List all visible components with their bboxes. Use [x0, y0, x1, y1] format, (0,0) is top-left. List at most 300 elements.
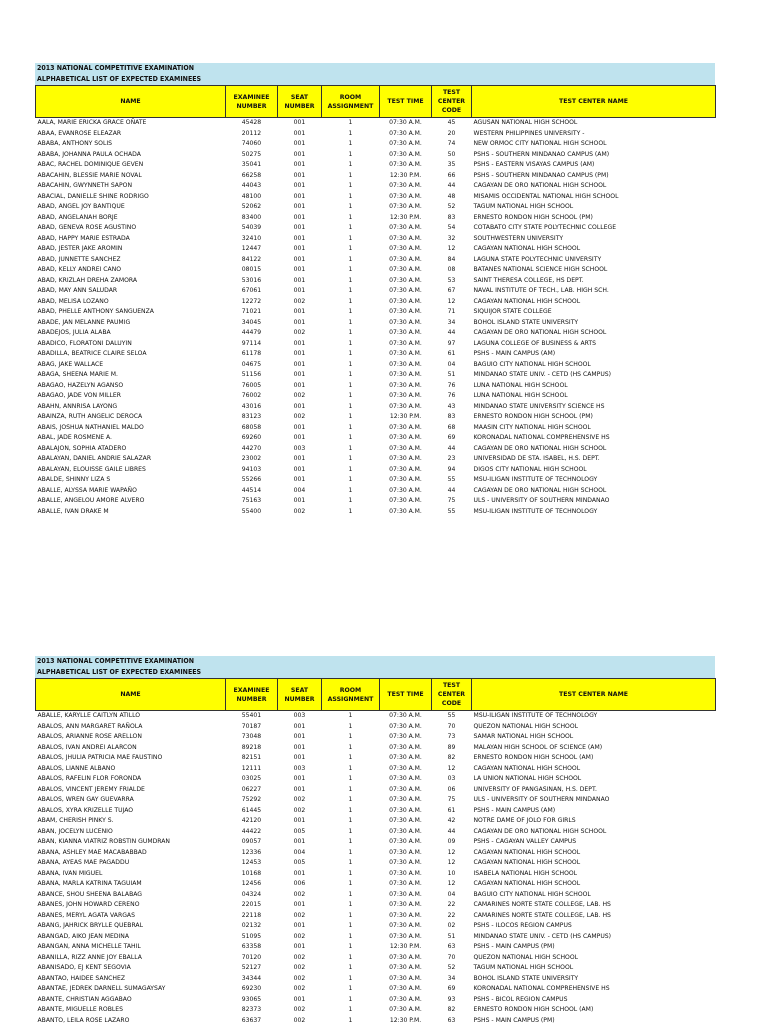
seat-number: 001	[278, 244, 322, 255]
examinee-name: ABAHN, ANNRISA LAYONG	[36, 402, 226, 413]
table-row	[36, 454, 716, 465]
examinee-name: ABALLE, ALYSSA MARIE WAPAÑO	[36, 486, 226, 497]
test-center-name: ULS - UNIVERSITY OF SOUTHERN MINDANAO	[472, 496, 716, 507]
test-center-name: PSHS - SOUTHERN MINDANAO CAMPUS (AM)	[472, 150, 716, 161]
test-center-code: 53	[432, 276, 472, 287]
test-center-name: NAVAL INSTITUTE OF TECH., LAB. HIGH SCH.	[472, 286, 716, 297]
room-assignment: 1	[322, 984, 380, 995]
test-time: 07:30 A.M.	[380, 953, 432, 964]
examinee-name: ABAGA, SHEENA MARIE M.	[36, 370, 226, 381]
examinee-name: ABADEJOS, JULIA ALABA	[36, 328, 226, 339]
test-center-name: ERNESTO RONDON HIGH SCHOOL (AM)	[472, 1005, 716, 1016]
test-center-name: ULS - UNIVERSITY OF SOUTHERN MINDANAO	[472, 795, 716, 806]
examinee-number: 48100	[226, 192, 278, 203]
seat-number: 002	[278, 328, 322, 339]
test-center-name: DIGOS CITY NATIONAL HIGH SCHOOL	[472, 465, 716, 476]
examinee-number: 69230	[226, 984, 278, 995]
table-row	[36, 234, 716, 245]
test-time: 07:30 A.M.	[380, 360, 432, 371]
table-row	[36, 984, 716, 995]
room-assignment: 1	[322, 381, 380, 392]
test-center-name: QUEZON NATIONAL HIGH SCHOOL	[472, 722, 716, 733]
examinee-number: 76005	[226, 381, 278, 392]
test-center-code: 55	[432, 507, 472, 518]
test-time: 07:30 A.M.	[380, 139, 432, 150]
test-center-name: SAINT THERESA COLLEGE, HS DEPT.	[472, 276, 716, 287]
examinee-number: 43016	[226, 402, 278, 413]
test-center-name: MAASIN CITY NATIONAL HIGH SCHOOL	[472, 423, 716, 434]
test-time: 07:30 A.M.	[380, 202, 432, 213]
examinee-number: 53016	[226, 276, 278, 287]
room-assignment: 1	[322, 391, 380, 402]
seat-number: 001	[278, 139, 322, 150]
room-assignment: 1	[322, 244, 380, 255]
test-center-code: 63	[432, 942, 472, 953]
test-center-code: 23	[432, 454, 472, 465]
examinee-name: ABADICO, FLORATONI DALUYIN	[36, 339, 226, 350]
examinee-name: ABALDE, SHINNY LIZA S	[36, 475, 226, 486]
seat-number: 001	[278, 223, 322, 234]
test-center-name: CAMARINES NORTE STATE COLLEGE, LAB. HS	[472, 911, 716, 922]
room-assignment: 1	[322, 423, 380, 434]
room-assignment: 1	[322, 806, 380, 817]
test-center-name: WESTERN PHILIPPINES UNIVERSITY -	[472, 129, 716, 140]
test-time: 07:30 A.M.	[380, 921, 432, 932]
test-center-name: LA UNION NATIONAL HIGH SCHOOL	[472, 774, 716, 785]
room-assignment: 1	[322, 932, 380, 943]
test-center-code: 03	[432, 774, 472, 785]
test-center-code: 12	[432, 879, 472, 890]
test-center-name: MSU-ILIGAN INSTITUTE OF TECHNOLOGY	[472, 507, 716, 518]
examinee-number: 52127	[226, 963, 278, 974]
test-time: 07:30 A.M.	[380, 743, 432, 754]
table-row	[36, 223, 716, 234]
examinee-number: 42120	[226, 816, 278, 827]
examinee-name: ABANILLA, RIZZ ANNE JOY EBALLA	[36, 953, 226, 964]
test-center-name: PSHS - SOUTHERN MINDANAO CAMPUS (PM)	[472, 171, 716, 182]
test-center-name: LUNA NATIONAL HIGH SCHOOL	[472, 391, 716, 402]
room-assignment: 1	[322, 370, 380, 381]
examinee-number: 83400	[226, 213, 278, 224]
test-time: 07:30 A.M.	[380, 1005, 432, 1016]
examinee-name: ABAD, JUNNETTE SANCHEZ	[36, 255, 226, 266]
test-center-name: CAMARINES NORTE STATE COLLEGE, LAB. HS	[472, 900, 716, 911]
table-row	[36, 297, 716, 308]
test-time: 07:30 A.M.	[380, 486, 432, 497]
test-time: 07:30 A.M.	[380, 785, 432, 796]
test-center-name: PSHS - MAIN CAMPUS (AM)	[472, 349, 716, 360]
examinee-name: ABANGAN, ANNA MICHELLE TAHIL	[36, 942, 226, 953]
seat-number: 001	[278, 753, 322, 764]
examinee-name: ABANG, JAHRICK BRYLLE QUEBRAL	[36, 921, 226, 932]
examinee-number: 61178	[226, 349, 278, 360]
test-center-name: MSU-ILIGAN INSTITUTE OF TECHNOLOGY	[472, 475, 716, 486]
examinee-number: 10168	[226, 869, 278, 880]
table-row	[36, 995, 716, 1006]
room-assignment: 1	[322, 879, 380, 890]
test-center-code: 45	[432, 118, 472, 129]
table-row	[36, 391, 716, 402]
examinee-name: ABANGAD, AIKO JEAN MEDINA	[36, 932, 226, 943]
test-center-code: 55	[432, 475, 472, 486]
room-assignment: 1	[322, 475, 380, 486]
room-assignment: 1	[322, 900, 380, 911]
table-row	[36, 753, 716, 764]
examinee-name: ABANTE, MIGUELLE ROBLES	[36, 1005, 226, 1016]
examinee-name: ABAGAO, HAZELYN AGANSO	[36, 381, 226, 392]
test-center-name: CAGAYAN DE ORO NATIONAL HIGH SCHOOL	[472, 444, 716, 455]
seat-number: 002	[278, 297, 322, 308]
room-assignment: 1	[322, 360, 380, 371]
examinee-name: ABAL, JADE ROSMENE A.	[36, 433, 226, 444]
test-center-code: 50	[432, 150, 472, 161]
seat-number: 001	[278, 318, 322, 329]
table-row	[36, 286, 716, 297]
test-center-name: PSHS - CAGAYAN VALLEY CAMPUS	[472, 837, 716, 848]
seat-number: 001	[278, 118, 322, 129]
test-time: 07:30 A.M.	[380, 423, 432, 434]
test-center-name: CAGAYAN DE ORO NATIONAL HIGH SCHOOL	[472, 486, 716, 497]
test-time: 07:30 A.M.	[380, 150, 432, 161]
test-center-code: 73	[432, 732, 472, 743]
table-row	[36, 921, 716, 932]
table-row	[36, 911, 716, 922]
examinee-number: 04675	[226, 360, 278, 371]
test-time-header: TEST TIME	[380, 679, 432, 711]
test-center-name: TAGUM NATIONAL HIGH SCHOOL	[472, 202, 716, 213]
table-row	[36, 475, 716, 486]
examinee-name: ABAD, HAPPY MARIE ESTRADA	[36, 234, 226, 245]
examinee-number: 51156	[226, 370, 278, 381]
examinee-number: 71021	[226, 307, 278, 318]
test-time: 07:30 A.M.	[380, 454, 432, 465]
test-center-code: 83	[432, 213, 472, 224]
examinee-name: ABANTAE, JEDREK DARNELL SUMAGAYSAY	[36, 984, 226, 995]
table-row	[36, 848, 716, 859]
test-time: 07:30 A.M.	[380, 118, 432, 129]
test-center-code-header: TEST CENTER CODE	[432, 86, 472, 118]
table-row	[36, 900, 716, 911]
seat-number: 002	[278, 795, 322, 806]
examinee-number: 83123	[226, 412, 278, 423]
test-center-code: 70	[432, 722, 472, 733]
test-center-code: 52	[432, 202, 472, 213]
examinee-number: 51095	[226, 932, 278, 943]
table-row	[36, 118, 716, 129]
table-row	[36, 837, 716, 848]
list-subtitle: ALPHABETICAL LIST OF EXPECTED EXAMINEES	[37, 74, 715, 85]
table-row	[36, 816, 716, 827]
examinee-name: ABANA, ASHLEY MAE MACABABBAD	[36, 848, 226, 859]
room-assignment: 1	[322, 942, 380, 953]
table-row	[36, 244, 716, 255]
examinee-name: ABAM, CHERISH PINKY S.	[36, 816, 226, 827]
test-time: 12:30 P.M.	[380, 171, 432, 182]
test-center-code: 42	[432, 816, 472, 827]
test-center-name: UNIVERSIDAD DE STA. ISABEL, H.S. DEPT.	[472, 454, 716, 465]
seat-number: 001	[278, 339, 322, 350]
examinee-list-sheet-1	[35, 63, 715, 517]
test-center-code: 12	[432, 858, 472, 869]
table-row	[36, 349, 716, 360]
examinee-name: ABANTO, LEILA ROSE LAZARO	[36, 1016, 226, 1026]
examinee-name: ABAD, KELLY ANDREI CANO	[36, 265, 226, 276]
test-center-code: 54	[432, 223, 472, 234]
test-center-name: KORONADAL NATIONAL COMPREHENSIVE HS	[472, 433, 716, 444]
examinee-number: 55401	[226, 711, 278, 722]
examinee-name: ABADILLA, BEATRICE CLAIRE SELOA	[36, 349, 226, 360]
test-center-code: 44	[432, 444, 472, 455]
test-time: 07:30 A.M.	[380, 507, 432, 518]
test-center-code: 67	[432, 286, 472, 297]
seat-number: 001	[278, 129, 322, 140]
test-time: 07:30 A.M.	[380, 391, 432, 402]
room-assignment: 1	[322, 213, 380, 224]
examinee-number: 12336	[226, 848, 278, 859]
examinee-number: 12272	[226, 297, 278, 308]
test-center-code: 51	[432, 370, 472, 381]
test-center-code: 44	[432, 827, 472, 838]
test-center-name: CAGAYAN NATIONAL HIGH SCHOOL	[472, 858, 716, 869]
table-row	[36, 202, 716, 213]
seat-number: 002	[278, 911, 322, 922]
examinee-number: 76002	[226, 391, 278, 402]
test-center-code: 32	[432, 234, 472, 245]
test-center-name: PSHS - MAIN CAMPUS (PM)	[472, 942, 716, 953]
seat-number: 001	[278, 181, 322, 192]
test-time: 07:30 A.M.	[380, 234, 432, 245]
room-assignment: 1	[322, 160, 380, 171]
room-assignment: 1	[322, 234, 380, 245]
table-row	[36, 890, 716, 901]
name-header: NAME	[36, 679, 226, 711]
test-center-name-header: TEST CENTER NAME	[472, 679, 716, 711]
test-center-name: CAGAYAN DE ORO NATIONAL HIGH SCHOOL	[472, 328, 716, 339]
test-time: 07:30 A.M.	[380, 869, 432, 880]
examinee-number: 20112	[226, 129, 278, 140]
examinee-number: 63637	[226, 1016, 278, 1026]
test-center-name: ERNESTO RONDON HIGH SCHOOL (AM)	[472, 753, 716, 764]
room-assignment: 1	[322, 732, 380, 743]
test-center-name: LUNA NATIONAL HIGH SCHOOL	[472, 381, 716, 392]
seat-number: 002	[278, 1016, 322, 1026]
examinee-table	[35, 678, 716, 1026]
table-row	[36, 507, 716, 518]
examinee-number: 68058	[226, 423, 278, 434]
test-center-code: 02	[432, 921, 472, 932]
seat-number: 001	[278, 150, 322, 161]
test-center-code: 71	[432, 307, 472, 318]
test-center-name: CAGAYAN NATIONAL HIGH SCHOOL	[472, 244, 716, 255]
test-time: 07:30 A.M.	[380, 349, 432, 360]
seat-number: 001	[278, 869, 322, 880]
seat-number: 001	[278, 465, 322, 476]
seat-number-header: SEAT NUMBER	[278, 679, 322, 711]
test-center-code: 34	[432, 974, 472, 985]
test-center-name-header: TEST CENTER NAME	[472, 86, 716, 118]
seat-number: 001	[278, 816, 322, 827]
test-time: 07:30 A.M.	[380, 255, 432, 266]
room-assignment: 1	[322, 1016, 380, 1026]
test-time: 07:30 A.M.	[380, 963, 432, 974]
examinee-name: ABANES, MERYL AGATA VARGAS	[36, 911, 226, 922]
seat-number: 004	[278, 486, 322, 497]
test-center-name: ISABELA NATIONAL HIGH SCHOOL	[472, 869, 716, 880]
examinee-name: ABALLE, KARYLLE CAITLYN ATILLO	[36, 711, 226, 722]
test-center-code: 12	[432, 297, 472, 308]
test-center-name: LAGUNA COLLEGE OF BUSINESS & ARTS	[472, 339, 716, 350]
test-time: 07:30 A.M.	[380, 465, 432, 476]
examinee-name: ABAD, JESTER JAKE AROMIN	[36, 244, 226, 255]
seat-number: 001	[278, 732, 322, 743]
seat-number: 001	[278, 433, 322, 444]
title-band	[35, 656, 715, 678]
table-row	[36, 181, 716, 192]
examinee-number: 22015	[226, 900, 278, 911]
test-time: 07:30 A.M.	[380, 711, 432, 722]
room-assignment: 1	[322, 297, 380, 308]
examinee-name: ABALOS, JHULIA PATRICIA MAE FAUSTINO	[36, 753, 226, 764]
test-center-code: 76	[432, 391, 472, 402]
room-assignment: 1	[322, 454, 380, 465]
room-assignment: 1	[322, 118, 380, 129]
examinee-name: ABAIS, JOSHUA NATHANIEL MALDO	[36, 423, 226, 434]
test-center-code: 83	[432, 412, 472, 423]
examinee-name: ABANA, IVAN MIGUEL	[36, 869, 226, 880]
examinee-number: 44422	[226, 827, 278, 838]
test-time: 07:30 A.M.	[380, 764, 432, 775]
test-time: 07:30 A.M.	[380, 722, 432, 733]
examinee-number: 93065	[226, 995, 278, 1006]
room-assignment: 1	[322, 743, 380, 754]
test-time: 07:30 A.M.	[380, 837, 432, 848]
table-row	[36, 486, 716, 497]
test-center-code: 75	[432, 795, 472, 806]
table-row	[36, 963, 716, 974]
seat-number: 002	[278, 412, 322, 423]
room-assignment: 1	[322, 150, 380, 161]
examinee-name: ABALOS, XYRA KRIZELLE TUJAO	[36, 806, 226, 817]
examinee-name: ABAC, RACHEL DOMINIQUE GEVEN	[36, 160, 226, 171]
seat-number: 001	[278, 255, 322, 266]
test-center-name: MINDANAO STATE UNIVERSITY SCIENCE HS	[472, 402, 716, 413]
test-time-header: TEST TIME	[380, 86, 432, 118]
seat-number: 001	[278, 276, 322, 287]
room-assignment: 1	[322, 265, 380, 276]
room-assignment: 1	[322, 722, 380, 733]
room-assignment: 1	[322, 171, 380, 182]
examinee-number: 73048	[226, 732, 278, 743]
examinee-table	[35, 85, 716, 517]
examinee-number: 12111	[226, 764, 278, 775]
test-center-code: 35	[432, 160, 472, 171]
examinee-name: ABAINZA, RUTH ANGELIC DEROCA	[36, 412, 226, 423]
test-time: 07:30 A.M.	[380, 984, 432, 995]
exam-title: 2013 NATIONAL COMPETITIVE EXAMINATION	[37, 656, 715, 667]
test-time: 12:30 P.M.	[380, 213, 432, 224]
header-row	[36, 86, 716, 118]
test-time: 07:30 A.M.	[380, 160, 432, 171]
test-center-name: NEW ORMOC CITY NATIONAL HIGH SCHOOL	[472, 139, 716, 150]
table-row	[36, 785, 716, 796]
seat-number: 006	[278, 879, 322, 890]
table-row	[36, 806, 716, 817]
table-row	[36, 953, 716, 964]
test-time: 07:30 A.M.	[380, 223, 432, 234]
room-assignment: 1	[322, 181, 380, 192]
test-time: 07:30 A.M.	[380, 995, 432, 1006]
examinee-name: ABAD, MAY ANN SALUDAR	[36, 286, 226, 297]
table-body	[36, 118, 716, 518]
test-center-name: CAGAYAN NATIONAL HIGH SCHOOL	[472, 764, 716, 775]
examinee-number: 55400	[226, 507, 278, 518]
test-center-name: UNIVERSITY OF PANGASINAN, H.S. DEPT.	[472, 785, 716, 796]
table-row	[36, 381, 716, 392]
examinee-number: 70187	[226, 722, 278, 733]
examinee-number: 69260	[226, 433, 278, 444]
seat-number: 001	[278, 265, 322, 276]
seat-number: 003	[278, 444, 322, 455]
room-assignment: 1	[322, 129, 380, 140]
room-assignment: 1	[322, 774, 380, 785]
examinee-name: ABALOS, IVAN ANDREI ALARCON	[36, 743, 226, 754]
test-center-name: MINDANAO STATE UNIV. - CETD (HS CAMPUS)	[472, 370, 716, 381]
test-time: 07:30 A.M.	[380, 129, 432, 140]
seat-number-header: SEAT NUMBER	[278, 86, 322, 118]
seat-number: 001	[278, 307, 322, 318]
test-center-name: BATANES NATIONAL SCIENCE HIGH SCHOOL	[472, 265, 716, 276]
test-time: 07:30 A.M.	[380, 848, 432, 859]
examinee-name: ABANTAO, HAIDEE SANCHEZ	[36, 974, 226, 985]
examinee-name: ABALOS, VINCENT JEREMY FRIALDE	[36, 785, 226, 796]
seat-number: 001	[278, 942, 322, 953]
examinee-number: 70120	[226, 953, 278, 964]
test-center-name: ERNESTO RONDON HIGH SCHOOL (PM)	[472, 412, 716, 423]
examinee-number: 09057	[226, 837, 278, 848]
examinee-name: ABALLE, IVAN DRAKE M	[36, 507, 226, 518]
test-center-code: 08	[432, 265, 472, 276]
seat-number: 002	[278, 932, 322, 943]
seat-number: 005	[278, 858, 322, 869]
table-row	[36, 711, 716, 722]
examinee-name: ABALOS, LIANNE ALBANO	[36, 764, 226, 775]
examinee-number: 66258	[226, 171, 278, 182]
test-center-code: 94	[432, 465, 472, 476]
test-center-name: BOHOL ISLAND STATE UNIVERSITY	[472, 974, 716, 985]
examinee-name: ABABA, JOHANNA PAULA OCHADA	[36, 150, 226, 161]
examinee-name: ABAD, GENEVA ROSE AGUSTINO	[36, 223, 226, 234]
examinee-number: 89218	[226, 743, 278, 754]
room-assignment: 1	[322, 255, 380, 266]
test-center-code: 51	[432, 932, 472, 943]
test-center-code: 84	[432, 255, 472, 266]
examinee-number: 03025	[226, 774, 278, 785]
test-center-name: SOUTHWESTERN UNIVERSITY	[472, 234, 716, 245]
examinee-number: 12453	[226, 858, 278, 869]
test-time: 07:30 A.M.	[380, 192, 432, 203]
room-assignment: 1	[322, 202, 380, 213]
room-assignment: 1	[322, 858, 380, 869]
room-assignment: 1	[322, 764, 380, 775]
test-center-name: BAGUIO CITY NATIONAL HIGH SCHOOL	[472, 890, 716, 901]
test-time: 07:30 A.M.	[380, 974, 432, 985]
table-body	[36, 711, 716, 1026]
test-center-code: 22	[432, 900, 472, 911]
examinee-number: 94103	[226, 465, 278, 476]
test-time: 07:30 A.M.	[380, 774, 432, 785]
examinee-number: 04324	[226, 890, 278, 901]
test-time: 07:30 A.M.	[380, 265, 432, 276]
